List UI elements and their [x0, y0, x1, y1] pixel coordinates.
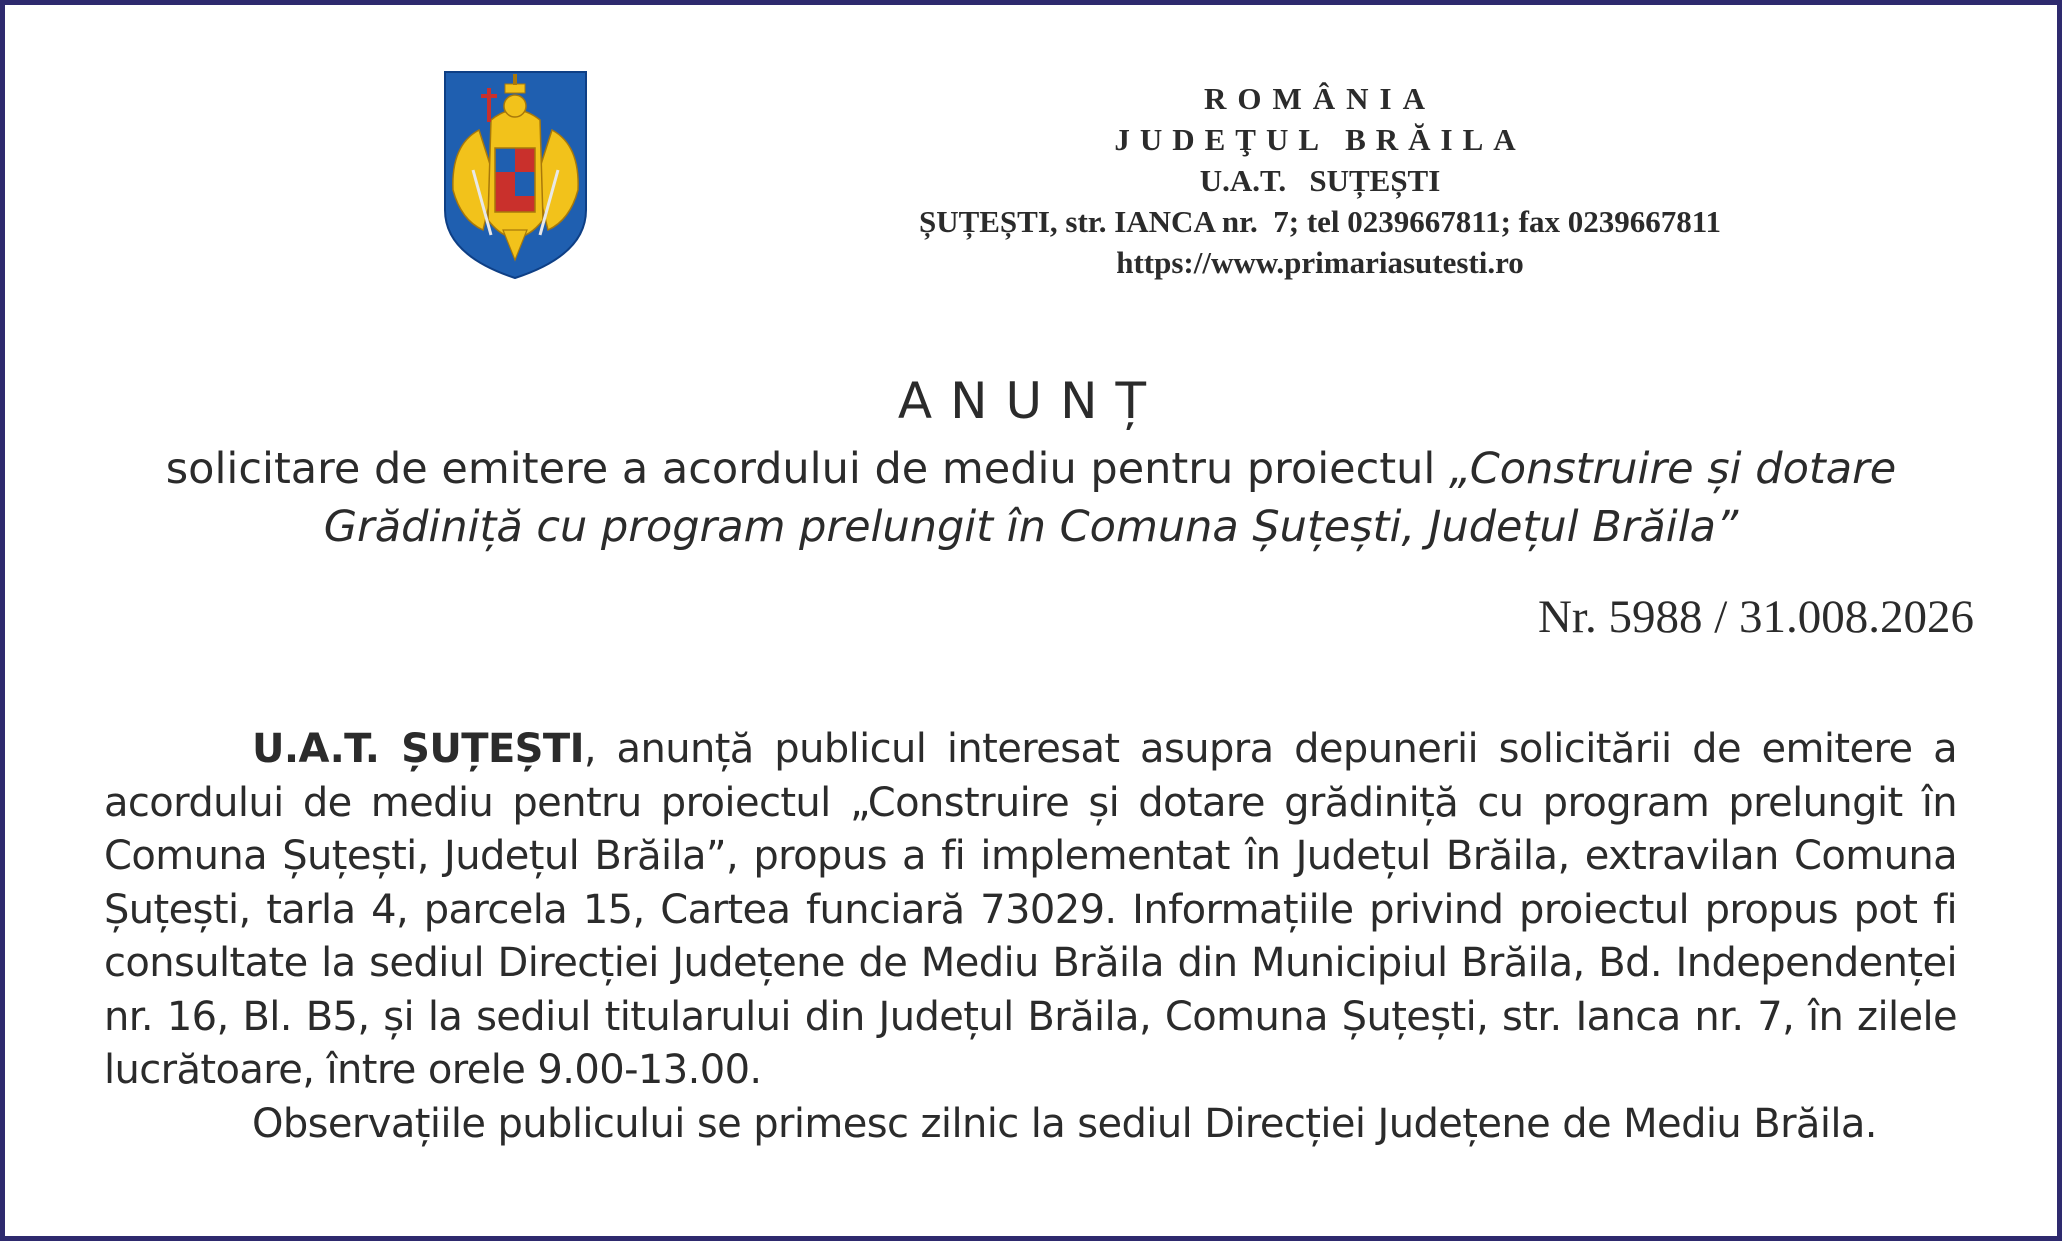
header-country: ROMÂNIA — [1204, 81, 1436, 116]
header-address: ȘUȚEȘTI, str. IANCA nr. 7; tel 0239667811; fax 0239667811 — [918, 204, 1722, 239]
coat-of-arms-icon — [443, 70, 588, 280]
body-paragraph-1-text: , anunță publicul interesat asupra depunerii solicitării de emitere a acordului de mediu pentru proiectul „Construire și dotare grădiniță cu program prelungit în Comuna Șuțești, Județul Brăila”, propus a fi implementat în Județul Brăila, extravilan Comuna Șuțești, tarla 4, parcela 15, Cartea funciară 73029. Informațiile privind proiectul propus pot fi consultate la sediul Direcției Județene de Mediu Brăila din Municipiul Brăila, Bd. Independenței nr. 16, Bl. B5, și la sediul titularului din Județul Brăila, Comuna Șuțești, str. Ianca nr. 7, în zilele lucrătoare, între orele 9.00-13.00. — [104, 726, 1957, 1093]
body-lead-bold: U.A.T. ȘUȚEȘTI — [252, 726, 584, 772]
header-website: https://www.primariasutesti.ro — [1116, 245, 1524, 280]
subtitle-plain: solicitare de emitere a acordului de mediu pentru proiectul — [165, 444, 1449, 494]
body-paragraph-1 — [104, 723, 1957, 1098]
announcement-title: ANUNȚ — [897, 372, 1165, 430]
body-paragraph-2: Observațiile publicului se primesc zilnic la sediul Direcției Județene de Mediu Brăila. — [252, 1100, 1877, 1147]
announcement-body — [104, 723, 1957, 1151]
header-county: JUDEŢUL BRĂILA — [1114, 122, 1526, 157]
institution-header — [640, 78, 2000, 283]
registration-number: Nr. 5988 / 31.008.2026 — [1537, 591, 1974, 643]
announcement-subtitle — [60, 440, 2002, 556]
subtitle-project-name: „Construire și dotare Grădiniță cu program prelungit în Comuna Șuțești, Județul Brăila” — [323, 444, 1897, 552]
header-uat: U.A.T. SUȚEȘTI — [1199, 163, 1441, 198]
